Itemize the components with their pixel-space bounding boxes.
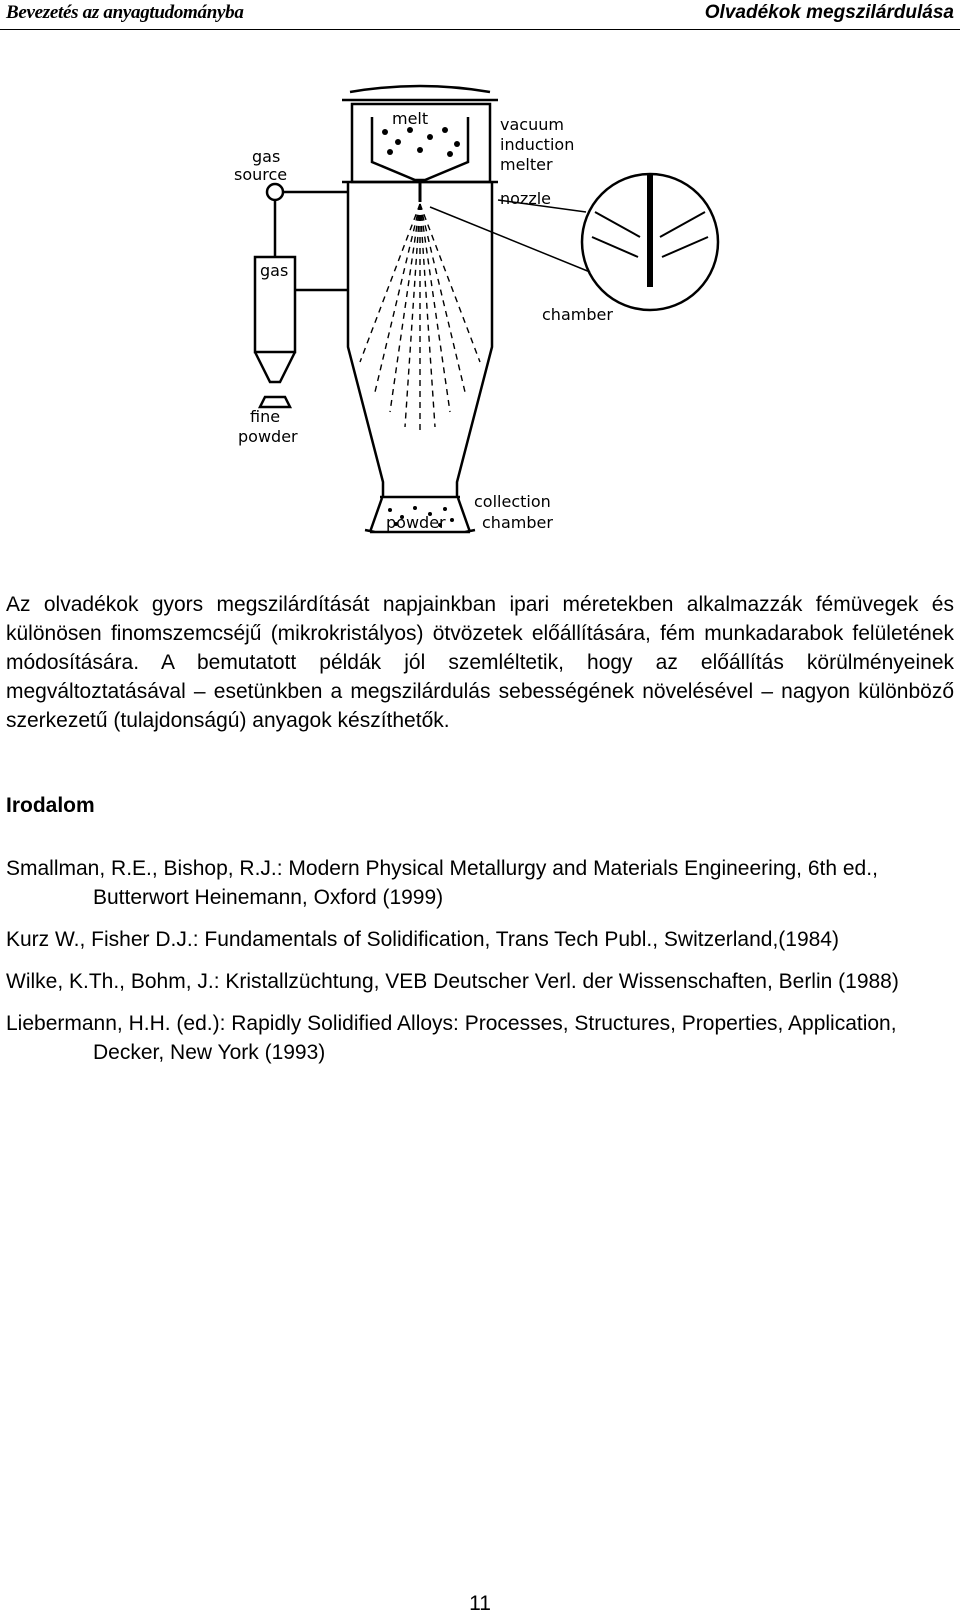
reference-item: Wilke, K.Th., Bohm, J.: Kristallzüchtung, VEB Deutscher Verl. der Wissenschaften, Berlin (1988) [6, 970, 899, 993]
label-vacuum: vacuum [500, 115, 564, 134]
section-title: Irodalom [6, 794, 95, 817]
gas-atomization-diagram [220, 62, 740, 562]
label-powder: powder [386, 513, 446, 532]
reference-list [6, 854, 954, 1080]
label-nozzle: nozzle [500, 189, 552, 208]
header-rule [0, 29, 960, 30]
fine-powder-pile [260, 397, 290, 407]
gas-source-valve [267, 184, 283, 200]
label-melt: melt [392, 109, 429, 128]
atomized-spray [360, 204, 480, 432]
label-fine: fine [250, 407, 281, 426]
reference-item: Smallman, R.E., Bishop, R.J.: Modern Physical Metallurgy and Materials Engineering, 6th ed., Butterwort Heinemann, Oxford (1999) [6, 857, 878, 909]
label-gas: gas [260, 261, 289, 280]
page-number: 11 [469, 1592, 491, 1615]
header-book-title: Bevezetés az anyagtudományba [6, 2, 244, 23]
melt-charge [382, 127, 460, 157]
label-fine-powder: powder [238, 427, 298, 446]
top-cover [350, 86, 490, 92]
label-collection-chamber: chamber [482, 513, 553, 532]
page-header [0, 0, 960, 30]
magnifier-line-bottom [430, 207, 590, 272]
label-melter: melter [500, 155, 553, 174]
label-induction: induction [500, 135, 575, 154]
cyclone-cone [255, 352, 295, 382]
reference-item: Kurz W., Fisher D.J.: Fundamentals of Solidification, Trans Tech Publ., Switzerland,(1984) [6, 928, 839, 951]
label-collection: collection [474, 492, 551, 511]
label-chamber: chamber [542, 305, 613, 324]
diagram-svg [220, 62, 740, 562]
body-paragraph: Az olvadékok gyors megszilárdítását napjainkban ipari méretekben alkalmazzák fémüvegek és különösen finomszemcséjű (mikrokristályos) ötvözetek előállítására, fém munkadarabok felületének módosítására. A bemutatott példák jól szemléltetik, hogy az előállítás körülményeinek megváltoztatásával – esetünkben a megszilárdulás sebességének növelésével – nagyon különböző szerkezetű (tulajdonságú) anyagok készíthetők. [6, 593, 954, 732]
header-chapter-title: Olvadékok megszilárdulása [704, 2, 954, 23]
label-gas-source-1: gas [252, 147, 281, 166]
label-gas-source-2: source [234, 165, 288, 184]
reference-item: Liebermann, H.H. (ed.): Rapidly Solidified Alloys: Processes, Structures, Properties, Application, Decker, New York (1993) [6, 1012, 897, 1064]
